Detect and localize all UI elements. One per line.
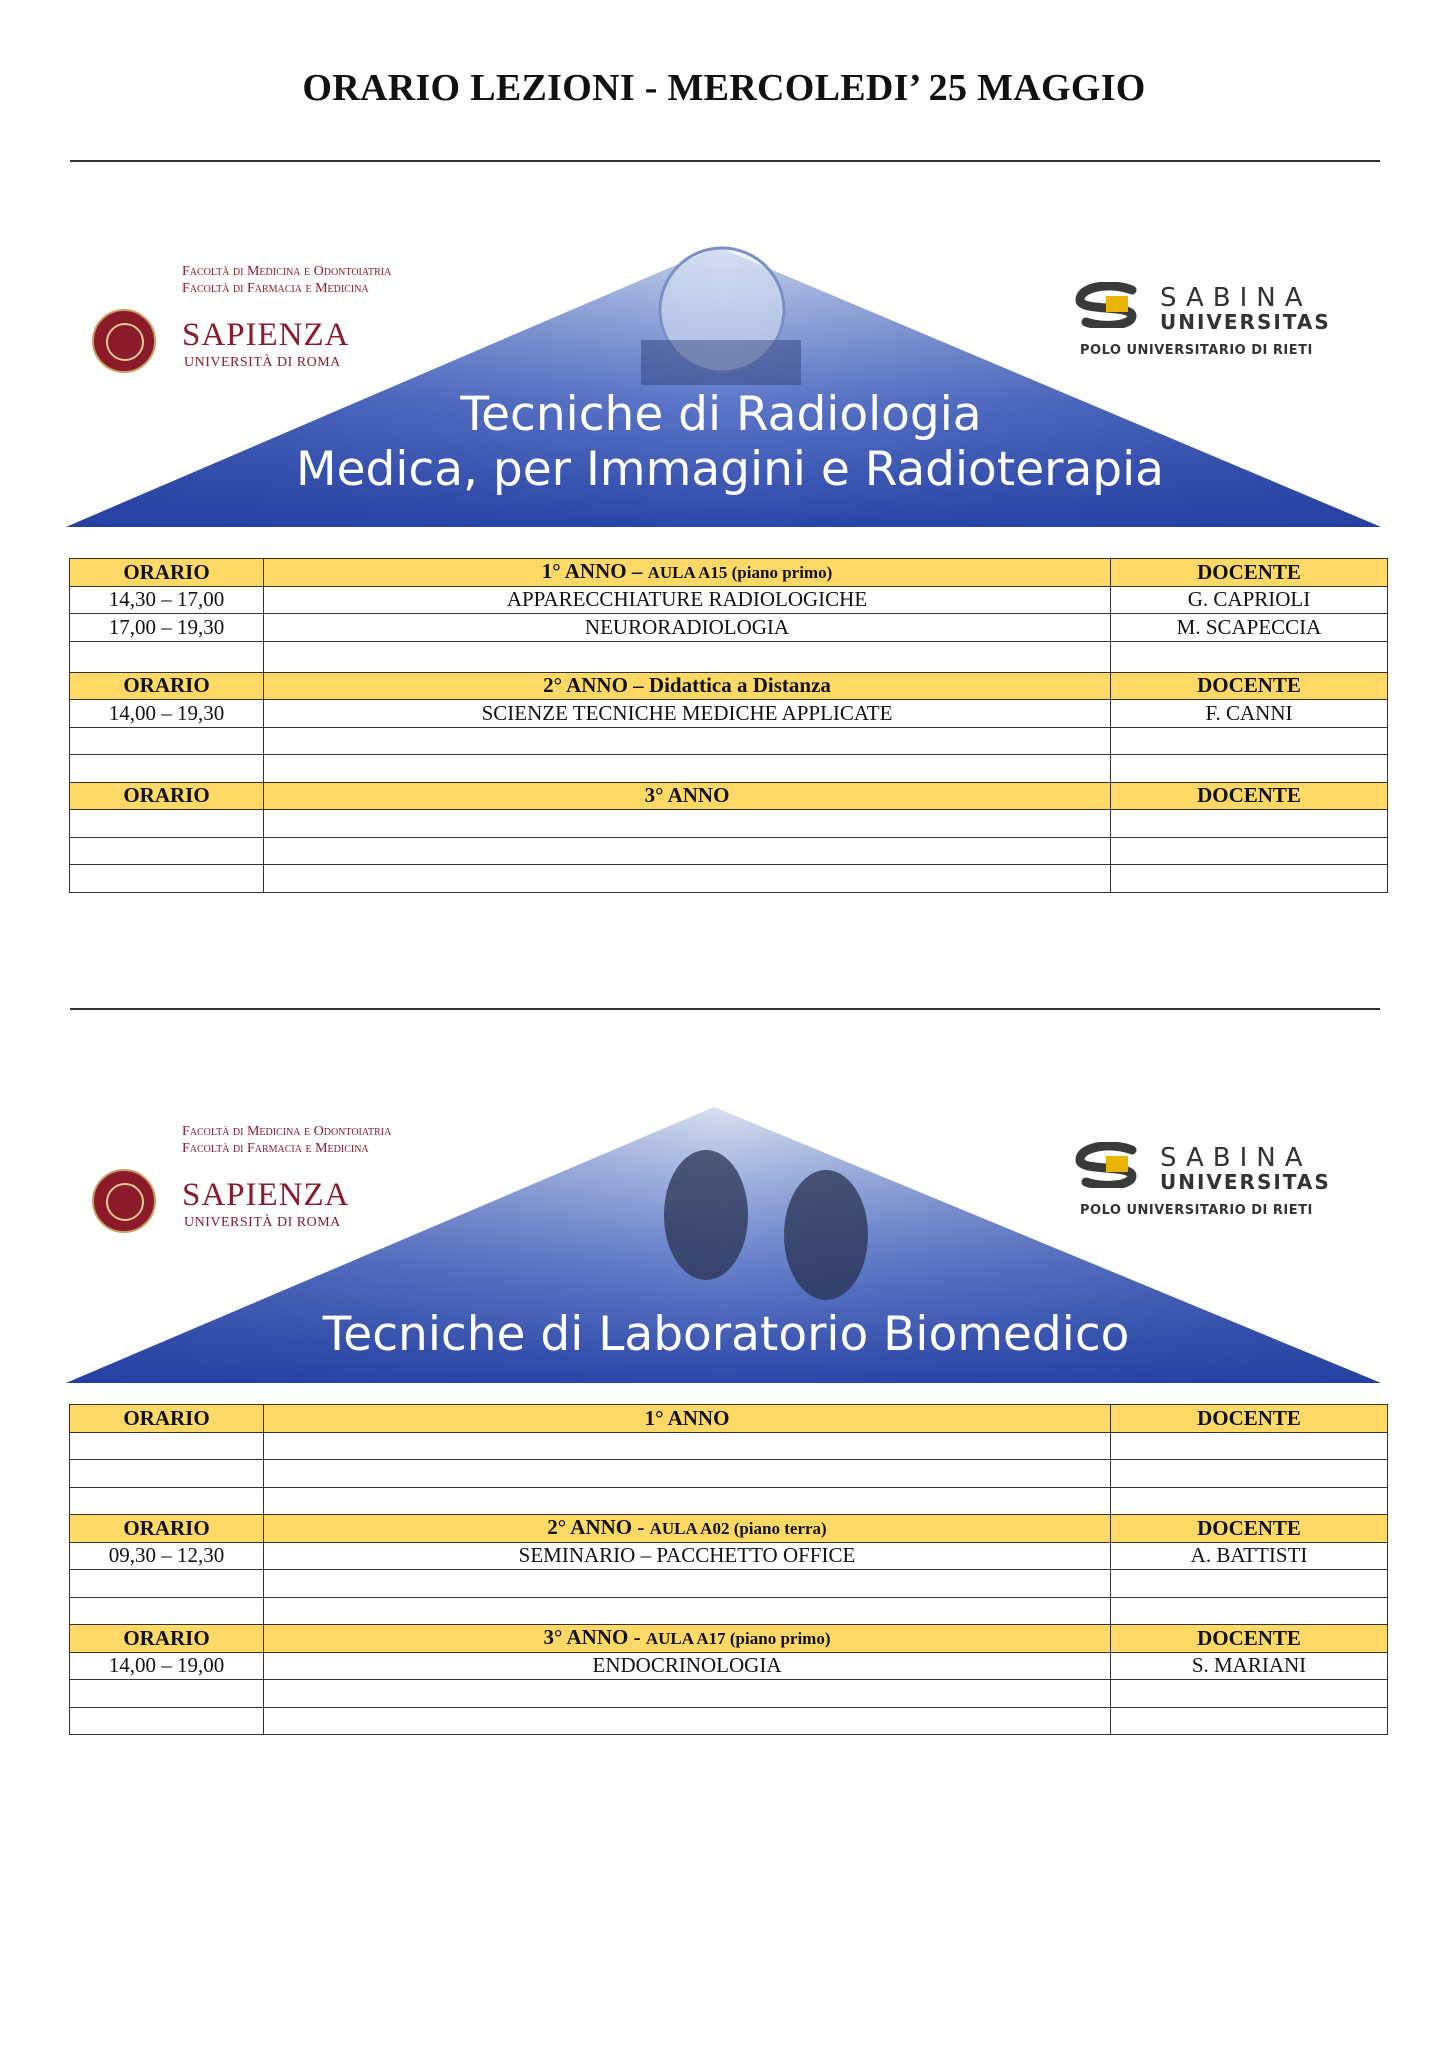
empty-row (70, 810, 1388, 838)
sapienza-sub: UNIVERSITÀ DI ROMA (184, 355, 341, 370)
empty-row (70, 1487, 1388, 1515)
sabina-polo: POLO UNIVERSITARIO DI RIETI (1080, 1203, 1313, 1218)
subject-cell: ENDOCRINOLOGIA (264, 1652, 1111, 1680)
table-header-row (70, 1515, 1388, 1543)
sabina-sub: UNIVERSITAS (1160, 1170, 1331, 1194)
year-header: 2° ANNO - AULA A02 (piano terra) (264, 1515, 1111, 1543)
year-header: 2° ANNO – Didattica a Distanza (264, 672, 1111, 700)
teacher-cell: A. BATTISTI (1111, 1542, 1388, 1570)
sapienza-logo-text: SAPIENZA (182, 1177, 350, 1213)
empty-row (70, 1680, 1388, 1708)
table-header-row (70, 782, 1388, 810)
sapienza-seal-icon (92, 309, 156, 373)
empty-row (70, 1570, 1388, 1598)
docente-header: DOCENTE (1111, 1625, 1388, 1653)
year-header: 1° ANNO – AULA A15 (piano primo) (264, 559, 1111, 587)
empty-row (70, 641, 1388, 672)
sabina-name: SABINA (1160, 1143, 1312, 1173)
subject-cell: SCIENZE TECNICHE MEDICHE APPLICATE (264, 700, 1111, 728)
docente-header: DOCENTE (1111, 1515, 1388, 1543)
orario-header: ORARIO (70, 1405, 264, 1433)
empty-row (70, 1432, 1388, 1460)
table-row (70, 1542, 1388, 1570)
year-header: 3° ANNO (264, 782, 1111, 810)
empty-row (70, 837, 1388, 865)
teacher-cell: M. SCAPECCIA (1111, 614, 1388, 642)
empty-row (70, 755, 1388, 783)
orario-header: ORARIO (70, 559, 264, 587)
teacher-cell: G. CAPRIOLI (1111, 586, 1388, 614)
empty-row (70, 1460, 1388, 1488)
sapienza-sub: UNIVERSITÀ DI ROMA (184, 1215, 341, 1230)
banner-title-line2: Medica, per Immagini e Radioterapia (296, 442, 1164, 497)
empty-row (70, 727, 1388, 755)
table-row (70, 1652, 1388, 1680)
divider-middle (70, 1008, 1380, 1010)
table-row (70, 614, 1388, 642)
schedule-table-radiologia (69, 558, 1388, 893)
orario-header: ORARIO (70, 672, 264, 700)
table-row (70, 700, 1388, 728)
year-header: 3° ANNO - AULA A17 (piano primo) (264, 1625, 1111, 1653)
table-row (70, 586, 1388, 614)
orario-header: ORARIO (70, 782, 264, 810)
divider-top (70, 160, 1380, 162)
sabina-sub: UNIVERSITAS (1160, 310, 1331, 334)
sapienza-logo-text: SAPIENZA (182, 317, 350, 353)
sabina-polo: POLO UNIVERSITARIO DI RIETI (1080, 343, 1313, 358)
docente-header: DOCENTE (1111, 559, 1388, 587)
faculty-line-1: Facoltà di Medicina e Odontoiatria (182, 264, 392, 279)
table-header-row (70, 559, 1388, 587)
course-banner-laboratorio (66, 1105, 1381, 1390)
docente-header: DOCENTE (1111, 672, 1388, 700)
schedule-table-laboratorio (69, 1404, 1388, 1735)
empty-row (70, 865, 1388, 893)
orario-header: ORARIO (70, 1515, 264, 1543)
table-header-row (70, 1625, 1388, 1653)
page-title: ORARIO LEZIONI - MERCOLEDI’ 25 MAGGIO (302, 67, 1146, 109)
teacher-cell: F. CANNI (1111, 700, 1388, 728)
year-header: 1° ANNO (264, 1405, 1111, 1433)
empty-row (70, 1597, 1388, 1625)
sabina-logo-icon (1072, 282, 1154, 328)
microscope-eyepiece (664, 1150, 748, 1280)
sapienza-seal-icon (92, 1169, 156, 1233)
banner-title-line1: Tecniche di Laboratorio Biomedico (322, 1307, 1130, 1362)
teacher-cell: S. MARIANI (1111, 1652, 1388, 1680)
time-cell: 17,00 – 19,30 (70, 614, 264, 642)
subject-cell: APPARECCHIATURE RADIOLOGICHE (264, 586, 1111, 614)
time-cell: 14,00 – 19,30 (70, 700, 264, 728)
subject-cell: SEMINARIO – PACCHETTO OFFICE (264, 1542, 1111, 1570)
docente-header: DOCENTE (1111, 1405, 1388, 1433)
table-header-row (70, 1405, 1388, 1433)
sabina-name: SABINA (1160, 283, 1312, 313)
time-cell: 14,00 – 19,00 (70, 1652, 264, 1680)
faculty-line-2: Facoltà di Farmacia e Medicina (182, 281, 369, 296)
empty-row (70, 1707, 1388, 1735)
orario-header: ORARIO (70, 1625, 264, 1653)
sabina-logo-icon (1072, 1142, 1154, 1188)
subject-cell: NEURORADIOLOGIA (264, 614, 1111, 642)
docente-header: DOCENTE (1111, 782, 1388, 810)
banner-title-line1: Tecniche di Radiologia (460, 387, 982, 442)
table-header-row (70, 672, 1388, 700)
faculty-line-2: Facoltà di Farmacia e Medicina (182, 1141, 369, 1156)
time-cell: 14,30 – 17,00 (70, 586, 264, 614)
course-banner-radiologia (66, 245, 1381, 530)
faculty-line-1: Facoltà di Medicina e Odontoiatria (182, 1124, 392, 1139)
time-cell: 09,30 – 12,30 (70, 1542, 264, 1570)
